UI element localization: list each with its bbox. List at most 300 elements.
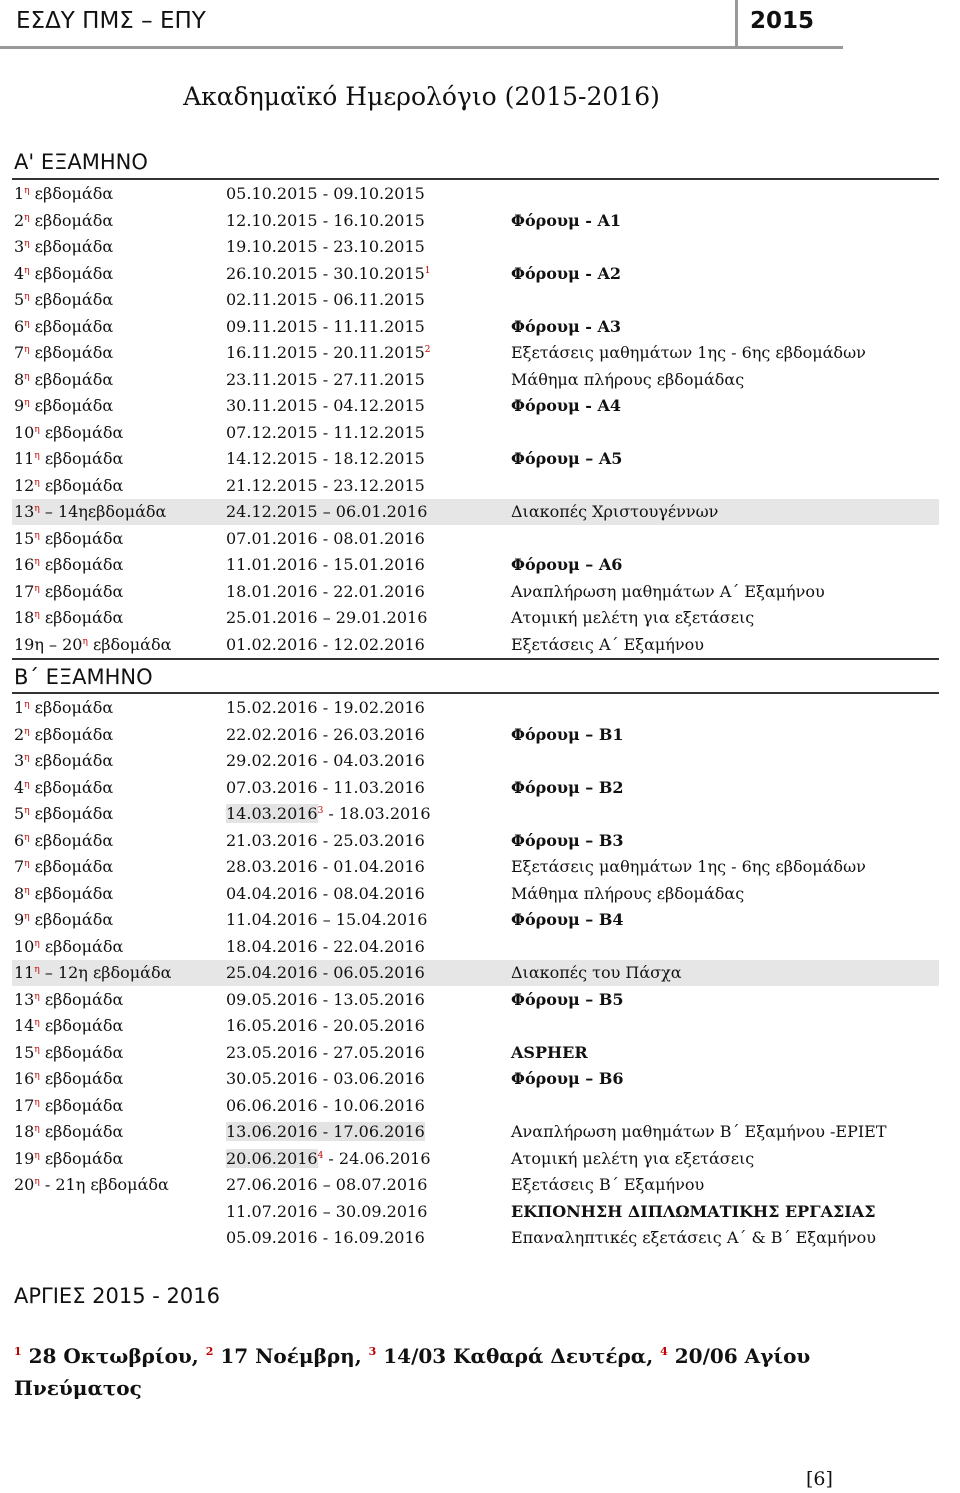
week-suffix: εβδομάδα [29,724,114,744]
week-number: 6 [14,830,25,850]
week-ordinal: η [82,636,88,647]
week-label [14,605,123,631]
week-ordinal: η [34,451,40,461]
table-row [12,1146,939,1172]
week-suffix: – 14ηεβδομάδα [39,502,167,521]
week-ordinal: η [24,885,30,896]
header-rule [0,46,843,49]
footnote-text-1: 28 Οκτωβρίου, [21,1344,206,1368]
week-label [14,473,123,499]
week-number: 9 [14,396,25,415]
footnote-text-4: 20/06 Αγίου Πνεύματος [14,1344,811,1400]
week-ordinal: η [24,912,30,922]
event-note: Φόρουμ - Α1 [511,210,622,230]
table-row [12,314,939,340]
week-number: 4 [14,777,25,797]
event-note: Εξετάσεις μαθημάτων 1ης - 6ης εβδομάδων [511,857,866,876]
week-ordinal: η [34,1044,40,1055]
date-range [226,1119,425,1145]
week-ordinal: η [24,239,30,249]
table-row [12,1199,939,1225]
date-range [226,393,425,419]
week-label [14,828,113,854]
table-row [12,446,939,472]
date-text: 30.05.2016 - 03.06.2016 [226,1069,425,1088]
date-text: 16.11.2015 - 20.11.2015 [226,343,425,362]
event-note: Εξετάσεις Α΄ Εξαμήνου [511,634,704,654]
date-range [226,722,425,748]
date-range [226,987,425,1013]
table-row [12,828,939,854]
week-label [14,881,113,907]
week-number: 12 [14,475,35,495]
event-note: Φόρουμ - Α4 [511,396,622,415]
week-ordinal: η [24,371,30,382]
week-number: 4 [14,263,25,283]
date-range [226,1066,425,1092]
week-number: 10 [14,936,35,956]
date-range [226,828,425,854]
week-label [14,801,113,827]
table-row [12,234,939,260]
week-suffix: εβδομάδα [29,184,114,203]
date-range [226,775,425,801]
week-ordinal: η [24,265,30,276]
date-text: 23.11.2015 - 27.11.2015 [226,369,425,389]
week-number: 2 [14,724,25,744]
week-number: 19 [14,1148,35,1168]
date-text: 11.01.2016 - 15.01.2016 [226,555,425,574]
week-label [14,314,113,340]
table-row [12,393,939,419]
week-number: 18 [14,1122,35,1141]
week-number: 20 [14,1175,35,1194]
week-number: 7 [14,857,25,876]
week-suffix: εβδομάδα [39,936,124,956]
date-range [226,526,425,552]
table-row [12,499,939,525]
date-text: 19.10.2015 - 23.10.2015 [226,237,425,256]
date-text: 26.10.2015 - 30.10.2015 [226,263,425,283]
table-row [12,1093,939,1119]
week-ordinal: η [34,991,40,1002]
week-suffix: εβδομάδα [29,751,114,770]
table-row [12,854,939,880]
week-suffix: εβδομάδα [39,1122,124,1141]
week-suffix: εβδομάδα [29,343,114,362]
date-range [226,1040,425,1066]
table-row [12,695,939,721]
page-header [0,0,960,50]
week-label [14,181,113,207]
week-ordinal: η [34,530,40,541]
week-ordinal: η [34,557,40,567]
event-note: Φόρουμ – Β4 [511,910,624,929]
week-number: 16 [14,1069,35,1088]
date-range [226,579,425,605]
week-suffix: εβδομάδα [39,1042,124,1062]
week-label [14,775,113,801]
week-label [14,960,171,986]
week-number: 16 [14,555,35,574]
date-text: 24.12.2015 – 06.01.2016 [226,502,428,521]
week-number: 13 [14,989,35,1009]
week-label [14,367,113,393]
week-suffix: εβδομάδα [29,830,114,850]
week-suffix: εβδομάδα [39,449,124,468]
week-suffix: εβδομάδα [39,608,124,627]
date-text: 22.02.2016 - 26.03.2016 [226,724,425,744]
date-range [226,801,431,827]
week-ordinal: η [34,583,40,594]
week-number: 15 [14,528,35,548]
header-year: 2015 [750,8,815,34]
table-row [12,960,939,986]
date-range [226,854,425,880]
date-text: 21.03.2016 - 25.03.2016 [226,830,425,850]
event-note: ASPHER [511,1042,588,1062]
week-ordinal: η [24,292,30,302]
date-tail: - 18.03.2016 [323,804,431,823]
week-label [14,1119,123,1145]
date-text: 23.05.2016 - 27.05.2016 [226,1042,425,1062]
week-number: 3 [14,237,25,256]
date-range [226,181,425,207]
week-ordinal: η [34,1018,40,1028]
footnote-mark-1: 1 [14,1345,22,1358]
semester-b-heading: Β΄ ΕΞΑΜΗΝΟ [14,665,153,689]
week-suffix: εβδομάδα [39,422,124,442]
date-range [226,1013,425,1039]
date-range [226,473,425,499]
week-ordinal: η [34,1097,40,1108]
week-number: 6 [14,316,25,336]
week-number: 1 [14,698,25,717]
event-note: Ατομική μελέτη για εξετάσεις [511,1148,755,1168]
date-text: 14.12.2015 - 18.12.2015 [226,449,425,468]
week-ordinal: η [24,318,30,329]
event-note: Φόρουμ – Β1 [511,724,624,744]
table-row [12,775,939,801]
week-label [14,1093,123,1119]
date-text: 04.04.2016 - 08.04.2016 [226,883,425,903]
event-note: Αναπλήρωση μαθημάτων Β΄ Εξαμήνου -EPIET [511,1122,887,1141]
table-row [12,801,939,827]
week-ordinal: η [24,859,30,869]
date-text: 21.12.2015 - 23.12.2015 [226,475,425,495]
date-range [226,446,425,472]
table-row [12,934,939,960]
week-label [14,854,113,880]
date-range [226,1093,425,1119]
date-range [226,1225,425,1251]
date-text: 09.05.2016 - 13.05.2016 [226,989,425,1009]
table-row [12,181,939,207]
table-row [12,552,939,578]
date-text: 28.03.2016 - 01.04.2016 [226,857,425,876]
week-ordinal: η [34,477,40,488]
date-tail: - 24.06.2016 [323,1148,431,1168]
table-row [12,881,939,907]
table-row [12,907,939,933]
week-label [14,261,113,287]
date-text: 11.04.2016 – 15.04.2016 [226,910,428,929]
date-text: 18.04.2016 - 22.04.2016 [226,936,425,956]
week-ordinal: η [34,965,40,975]
week-label [14,1013,123,1039]
date-range [226,632,425,658]
table-row [12,526,939,552]
week-suffix: εβδομάδα [39,555,124,574]
date-range [226,934,425,960]
week-number: 13 [14,502,35,521]
week-label [14,208,113,234]
header-program: ΕΣΔΥ ΠΜΣ – ΕΠΥ [16,8,206,34]
week-label [14,526,123,552]
table-row [12,748,939,774]
page-number: [6] [806,1468,833,1490]
date-range [226,367,425,393]
table-row [12,208,939,234]
week-ordinal: η [24,345,30,355]
date-range [226,907,427,933]
week-suffix: εβδομάδα [29,290,114,309]
week-number: 17 [14,1095,35,1115]
semester-a-rule [12,178,939,180]
date-text: 11.07.2016 – 30.09.2016 [226,1201,428,1221]
date-range [226,960,425,986]
week-suffix: - 21η εβδομάδα [39,1175,169,1194]
table-row [12,261,939,287]
event-note: Μάθημα πλήρους εβδομάδας [511,369,745,389]
week-number: 2 [14,210,25,230]
week-suffix: εβδομάδα [29,857,114,876]
week-suffix: εβδομάδα [29,777,114,797]
date-highlight: 14.03.2016 [226,804,318,823]
table-row [12,605,939,631]
week-number: 15 [14,1042,35,1062]
week-label [14,287,113,313]
week-ordinal: η [34,1071,40,1081]
footnote-text-3: 14/03 Καθαρά Δευτέρα, [376,1344,661,1368]
date-highlight: 20.06.2016 [226,1148,318,1168]
week-number: 10 [14,422,35,442]
date-range [226,1146,431,1172]
table-row [12,579,939,605]
table-row [12,1066,939,1092]
week-suffix: εβδομάδα [29,316,114,336]
date-text: 09.11.2015 - 11.11.2015 [226,316,425,336]
week-number: 7 [14,343,25,362]
week-number: 18 [14,608,35,627]
event-note: Φόρουμ – Β3 [511,830,624,850]
footnote-ref: 3 [317,806,324,816]
table-row [12,367,939,393]
event-note: Φόρουμ – Β6 [511,1069,624,1088]
week-number: 5 [14,290,25,309]
event-note: Φόρουμ - Α3 [511,316,622,336]
week-label [14,393,113,419]
week-number: 3 [14,751,25,770]
week-number: 14 [14,1016,35,1035]
week-ordinal: η [24,212,30,223]
date-range [226,881,425,907]
week-label [14,552,123,578]
date-text: 16.05.2016 - 20.05.2016 [226,1016,425,1035]
week-number: 11 [14,449,35,468]
week-label [14,934,123,960]
table-row [12,1172,939,1198]
footnote-mark-2: 2 [205,1345,214,1358]
week-ordinal: η [24,398,30,408]
table-row [12,420,939,446]
week-label [14,420,123,446]
date-text: 06.06.2016 - 10.06.2016 [226,1095,425,1115]
week-label [14,907,113,933]
week-ordinal: η [34,424,40,435]
week-ordinal: η [24,779,30,790]
date-text: 02.11.2015 - 06.11.2015 [226,290,425,309]
footnote-mark-4: 4 [660,1345,668,1358]
footnote-ref: 4 [317,1150,324,1161]
event-note: Διακοπές Χριστουγέννων [511,502,719,521]
date-range [226,208,425,234]
week-suffix: εβδομάδα [39,989,124,1009]
date-range [226,552,425,578]
holidays-heading: ΑΡΓΙΕΣ 2015 - 2016 [14,1284,220,1308]
date-range [226,605,427,631]
week-ordinal: η [34,1150,40,1161]
table-row [12,632,939,658]
date-text: 01.02.2016 - 12.02.2016 [226,634,425,654]
date-range [226,695,425,721]
table-row [12,722,939,748]
date-range [226,340,431,366]
table-row [12,1225,939,1251]
date-highlight: 13.06.2016 - 17.06.2016 [226,1122,425,1141]
week-suffix: εβδομάδα [29,237,114,256]
date-text: 18.01.2016 - 22.01.2016 [226,581,425,601]
event-note: ΕΚΠΟΝΗΣΗ ΔΙΠΛΩΜΑΤΙΚΗΣ ΕΡΓΑΣΙΑΣ [511,1201,876,1221]
week-ordinal: η [24,726,30,737]
date-text: 27.06.2016 – 08.07.2016 [226,1175,428,1194]
week-suffix: εβδομάδα [39,581,124,601]
week-label [14,1040,123,1066]
week-suffix: εβδομάδα [39,528,124,548]
event-note: Φόρουμ – Α6 [511,555,623,574]
week-ordinal: η [34,938,40,949]
event-note: Φόρουμ – Α5 [511,449,623,468]
table-row [12,987,939,1013]
week-ordinal: η [34,1177,40,1187]
footnote-ref: 1 [424,265,431,276]
week-suffix: εβδομάδα [29,396,114,415]
event-note: Διακοπές του Πάσχα [511,963,682,982]
week-number: 1 [14,184,25,203]
semester-a-end-rule [12,658,939,660]
footnote [14,1340,914,1404]
date-text: 07.01.2016 - 08.01.2016 [226,528,425,548]
week-suffix: εβδομάδα [29,698,114,717]
date-text: 07.03.2016 - 11.03.2016 [226,777,425,797]
week-ordinal: η [34,610,40,620]
week-number: 5 [14,804,25,823]
week-suffix: εβδομάδα [29,910,114,929]
week-number: 17 [14,581,35,601]
week-label [14,748,113,774]
date-text: 05.09.2016 - 16.09.2016 [226,1228,425,1247]
event-note: Φόρουμ - Α2 [511,263,622,283]
week-ordinal: η [24,186,30,196]
date-range [226,234,425,260]
week-number: 8 [14,883,25,903]
date-text: 25.01.2016 – 29.01.2016 [226,608,428,627]
week-number: 8 [14,369,25,389]
event-note: Ατομική μελέτη για εξετάσεις [511,608,755,627]
week-label [14,987,123,1013]
week-ordinal: η [24,753,30,763]
date-text: 15.02.2016 - 19.02.2016 [226,698,425,717]
date-range [226,287,425,313]
page-title: Ακαδημαϊκό Ημερολόγιο (2015-2016) [183,82,660,111]
week-ordinal: η [24,700,30,710]
week-suffix: εβδομάδα [29,369,114,389]
week-suffix: – 12η εβδομάδα [39,963,172,982]
event-note: Μάθημα πλήρους εβδομάδας [511,883,745,903]
week-suffix: εβδομάδα [39,1069,124,1088]
week-suffix: εβδομάδα [39,1095,124,1115]
week-ordinal: η [34,504,40,514]
semester-a-heading: Α' ΕΞΑΜΗΝΟ [14,150,148,174]
week-number: 19η – 20 [14,634,83,654]
week-ordinal: η [24,832,30,843]
week-number: 9 [14,910,25,929]
week-suffix: εβδομάδα [29,804,114,823]
week-label [14,234,113,260]
table-row [12,1040,939,1066]
header-divider [735,0,738,48]
date-range [226,748,425,774]
date-range [226,1172,427,1198]
semester-b-rule [12,692,939,694]
footnote-text-2: 17 Νοέμβρη, [213,1344,369,1368]
week-label [14,1172,169,1198]
event-note: Εξετάσεις Β΄ Εξαμήνου [511,1175,705,1194]
table-row [12,1119,939,1145]
event-note: Επαναληπτικές εξετάσεις Α΄ & Β΄ Εξαμήνου [511,1228,876,1247]
week-label [14,579,123,605]
date-range [226,1199,427,1225]
week-suffix: εβδομάδα [39,475,124,495]
date-text: 25.04.2016 - 06.05.2016 [226,963,425,982]
event-note: Εξετάσεις μαθημάτων 1ης - 6ης εβδομάδων [511,343,866,362]
date-text: 12.10.2015 - 16.10.2015 [226,210,425,230]
table-row [12,340,939,366]
date-text: 30.11.2015 - 04.12.2015 [226,396,425,415]
event-note: Φόρουμ – Β2 [511,777,624,797]
week-ordinal: η [24,806,30,816]
table-row [12,473,939,499]
table-row [12,287,939,313]
date-text: 05.10.2015 - 09.10.2015 [226,184,425,203]
week-suffix: εβδομάδα [29,210,114,230]
table-row [12,1013,939,1039]
date-range [226,499,427,525]
week-suffix: εβδομάδα [29,883,114,903]
date-range [226,261,431,287]
week-label [14,340,113,366]
week-label [14,632,171,658]
